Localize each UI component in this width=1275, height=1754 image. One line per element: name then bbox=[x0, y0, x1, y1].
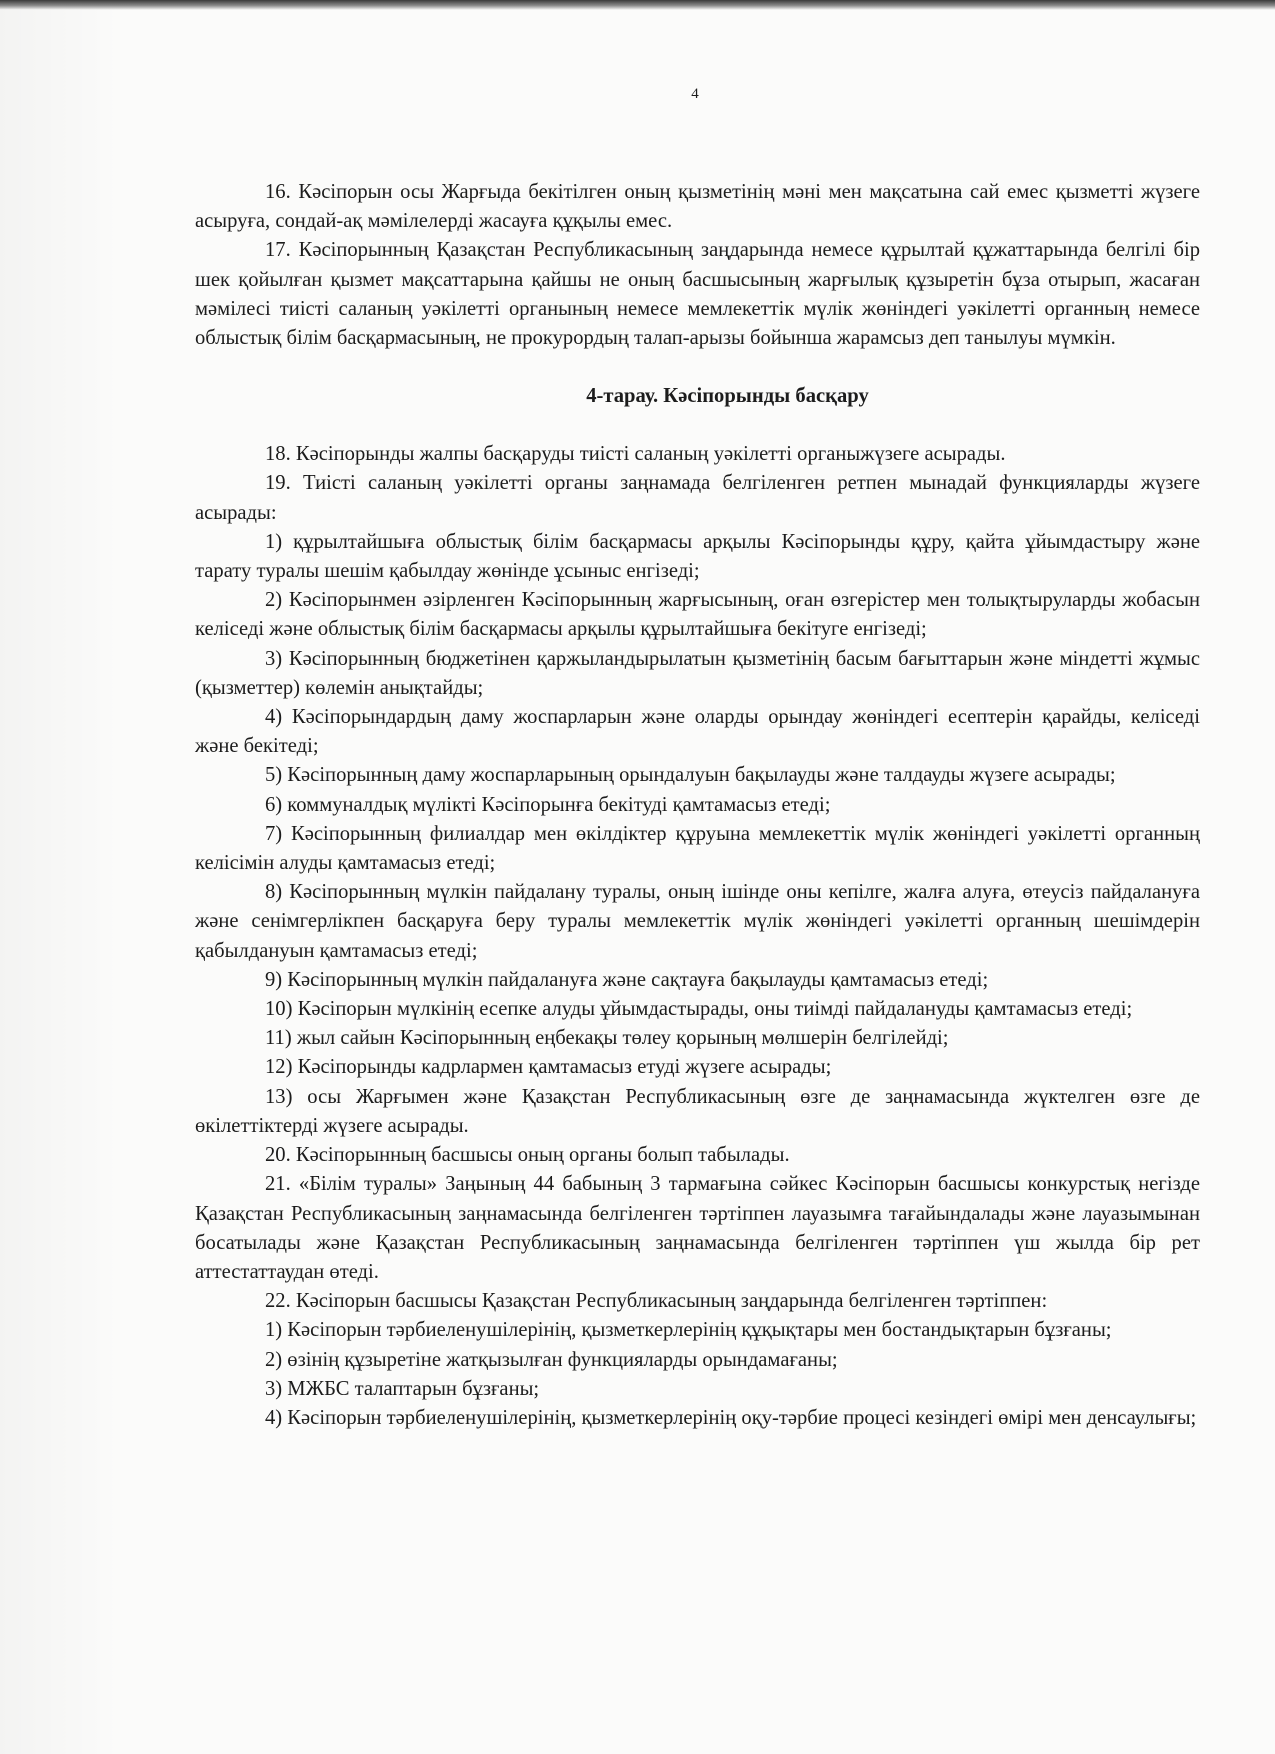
list-item-19-5: 5) Кәсіпорынның даму жоспарларының орындалуын бақылауды және талдауды жүзеге асырады; bbox=[265, 764, 1116, 787]
list-item-22-3: 3) МЖБС талаптарын бұзғаны; bbox=[265, 1377, 540, 1400]
list-item-22-4: 4) Кәсіпорын тәрбиеленушілерінің, қызметкерлерінің оқу-тәрбие процесі кезіндегі өмірі мен денсаулығы; bbox=[265, 1406, 1197, 1429]
paragraph-19: 19. Тиісті саланың уәкілетті органы заңнамада белгіленген ретпен мынадай функцияларды жүзеге асырады: bbox=[195, 472, 1200, 524]
paragraph-20: 20. Кәсіпорынның басшысы оның органы болып табылады. bbox=[265, 1144, 790, 1167]
list-item-22-2: 2) өзінің құзыретіне жатқызылған функцияларды орындамағаны; bbox=[265, 1348, 838, 1371]
document-body bbox=[195, 178, 1200, 1433]
paragraph-17: 17. Кәсіпорынның Қазақстан Республикасының заңдарында немесе құрылтай құжаттарында белгілі бір шек қойылған қызмет мақсаттарына қайшы не оның басшысының жарғылық құзыретін бұза отырып, жасаған мәмілесі тиісті саланың уәкілетті органының немесе мемлекеттік мүлік жөніндегі уәкілетті органның немесе облыстық білім басқармасының, не прокурордың талап-арызы бойынша жарамсыз деп танылуы мүмкін. bbox=[195, 239, 1200, 350]
list-item-19-10: 10) Кәсіпорын мүлкінің есепке алуды ұйымдастырады, оны тиімді пайдалануды қамтамасыз етеді; bbox=[265, 998, 1133, 1021]
list-item-22-1: 1) Кәсіпорын тәрбиеленушілерінің, қызметкерлерінің құқықтары мен бостандықтарын бұзғаны; bbox=[265, 1319, 1112, 1342]
list-item-19-8: 8) Кәсіпорынның мүлкін пайдалану туралы, оның ішінде оны кепілге, жалға алуға, өтеусіз пайдалануға және сенімгерлікпен басқаруға беру туралы мемлекеттік мүлік жөніндегі уәкілетті органның шешімдерін қабылдануын қамтамасыз етеді; bbox=[195, 881, 1200, 962]
list-item-19-11: 11) жыл сайын Кәсіпорынның еңбекақы төлеу қорының мөлшерін белгілейді; bbox=[265, 1027, 949, 1050]
list-item-19-2: 2) Кәсіпорынмен әзірленген Кәсіпорынның жарғысының, оған өзгерістер мен толықтыруларды жобасын келіседі және облыстық білім басқармасы арқылы құрылтайшыға бекітуге енгізеді; bbox=[195, 589, 1200, 641]
list-item-19-9: 9) Кәсіпорынның мүлкін пайдалануға және сақтауға бақылауды қамтамасыз етеді; bbox=[265, 968, 989, 991]
list-item-19-12: 12) Кәсіпорынды кадрлармен қамтамасыз етуді жүзеге асырады; bbox=[265, 1056, 832, 1079]
list-item-19-7: 7) Кәсіпорынның филиалдар мен өкілдіктер құруына мемлекеттік мүлік жөніндегі уәкілетті органның келісімін алуды қамтамасыз етеді; bbox=[195, 822, 1200, 875]
paragraph-18: 18. Кәсіпорынды жалпы басқаруды тиісті саланың уәкілетті органыжүзеге асырады. bbox=[265, 443, 1006, 466]
list-item-19-1: 1) құрылтайшыға облыстық білім басқармасы арқылы Кәсіпорынды құру, қайта ұйымдастыру және тарату туралы шешім қабылдау жөнінде ұсыныс енгізеді; bbox=[195, 530, 1200, 583]
paragraph-22: 22. Кәсіпорын басшысы Қазақстан Республикасының заңдарында белгіленген тәртіппен: bbox=[265, 1290, 1048, 1313]
list-item-19-6: 6) коммуналдық мүлікті Кәсіпорынға бекітуді қамтамасыз етеді; bbox=[265, 793, 831, 816]
list-item-19-4: 4) Кәсіпорындардың даму жоспарларын және оларды орындау жөніндегі есептерін қарайды, келіседі және бекітеді; bbox=[195, 706, 1200, 758]
list-item-19-3: 3) Кәсіпорынның бюджетінен қаржыландырылатын қызметінің басым бағыттарын және міндетті жұмыс (қызметтер) көлемін анықтайды; bbox=[195, 647, 1200, 699]
scan-top-edge bbox=[0, 0, 1275, 10]
page-number: 4 bbox=[691, 86, 699, 102]
section-heading: 4-тарау. Кәсіпорынды басқару bbox=[586, 385, 869, 408]
list-item-19-13: 13) осы Жарғымен және Қазақстан Республикасының өзге де заңнамасында жүктелген өзге де өкілеттіктерді жүзеге асырады. bbox=[195, 1085, 1200, 1137]
paragraph-16: 16. Кәсіпорын осы Жарғыда бекітілген оның қызметінің мәні мен мақсатына сай емес қызметті жүзеге асыруға, сондай-ақ мәмілелерді жасауға құқылы емес. bbox=[195, 181, 1200, 233]
paragraph-21: 21. «Білім туралы» Заңының 44 бабының 3 тармағына сәйкес Кәсіпорын басшысы конкурстық негізде Қазақстан Республикасының заңнамасында белгіленген тәртіппен лауазымға тағайындалады және лауазымынан босатылады және Қазақстан Республикасының заңнамасында белгіленген тәртіппен үш жылда бір рет аттестаттаудан өтеді. bbox=[195, 1173, 1200, 1283]
scan-left-shadow bbox=[0, 10, 120, 1754]
